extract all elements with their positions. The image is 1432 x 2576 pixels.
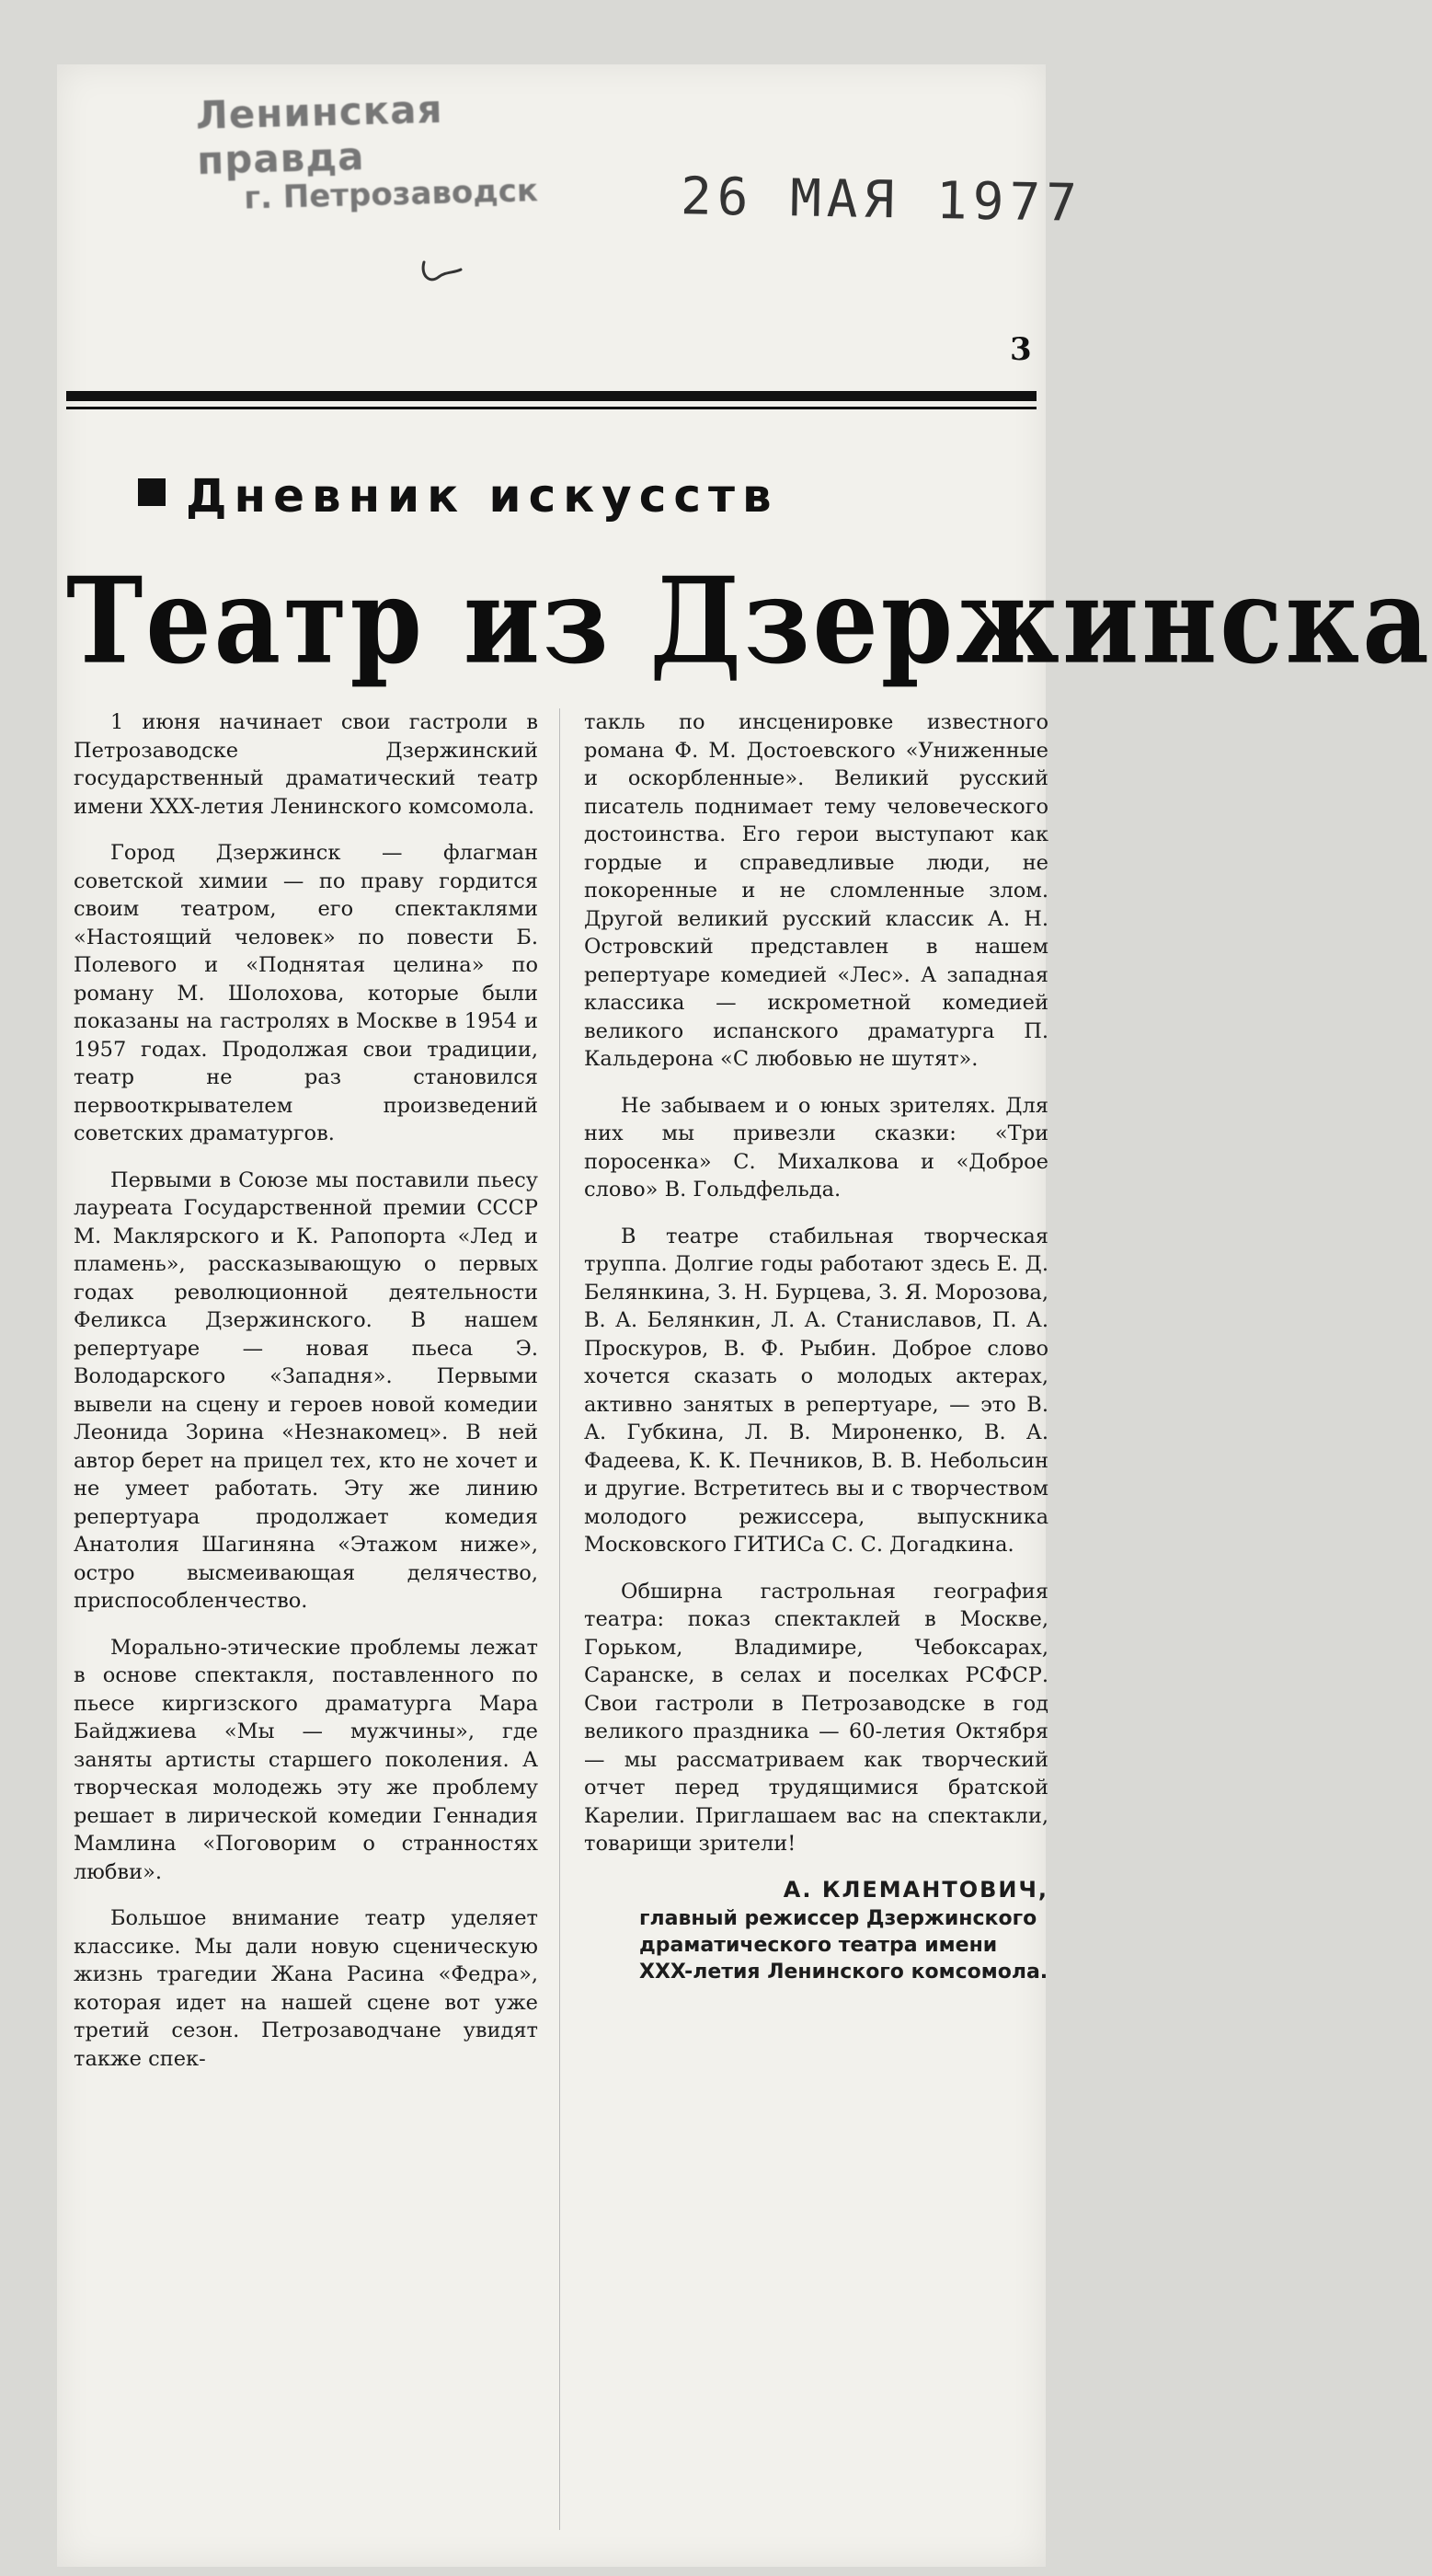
article-headline: Театр из Дзержинска: [66, 552, 1432, 691]
article-column-left: [74, 708, 538, 2091]
header-rule-thin: [66, 407, 1037, 409]
stamped-date: 26 МАЯ 1977: [680, 167, 1083, 234]
author-role: главный режиссер Дзержинского драматического театра имени XXX-летия Ленинского комсомола.: [639, 1906, 1048, 1984]
paragraph: Город Дзержинск — флагман советской химии — по праву гордится своим театром, его спектаклями «Настоящий человек» по повести Б. Полевого и «Поднятая целина» по роману М. Шолохова, которые были показаны на гастролях в Москве в 1954 и 1957 годах. Продолжая свои традиции, театр не раз становился первооткрывателем произведений советских драматургов.: [74, 841, 538, 1145]
paragraph: Большое внимание театр уделяет классике. Мы дали новую сценическую жизнь трагедии Жана Расина «Федра», которая идет на нашей сцене вот уже третий сезон. Петрозаводчане увидят также спек-: [74, 1906, 538, 2071]
page-number: 3: [1010, 331, 1032, 368]
paragraph: Обширна гастрольная география театра: показ спектаклей в Москве, Горьком, Владимире, Чебоксарах, Саранске, в селах и поселках РСФСР. Свои гастроли в Петрозаводске в год великого праздника — 60-летия Октября — мы рассматриваем как творческий отчет перед трудящимися братской Карелии. Приглашаем вас на спектакли, товарищи зрители!: [584, 1579, 1048, 1856]
section-rubric: [138, 469, 779, 523]
paragraph: В театре стабильная творческая труппа. Долгие годы работают здесь Е. Д. Белянкина, З. Н. Бурцева, З. Я. Морозова, В. А. Белянкин, Л. А. Станиславов, П. А. Проскуров, В. Ф. Рыбин. Доброе слово хочется сказать о молодых актерах, активно занятых в репертуаре, — это В. А. Губкина, Л. В. Мироненко, В. А. Фадеева, К. К. Печников, В. В. Небольсин и другие. Встретитесь вы и с творчеством молодого режиссера, выпускника Московского ГИТИСа С. С. Догадкина.: [584, 1224, 1048, 1557]
paragraph: Морально-этические проблемы лежат в основе спектакля, поставленного по пьесе киргизского драматурга Мара Байджиева «Мы — мужчины», где заняты артисты старшего поколения. А творческая молодежь эту же проблему решает в лирической комедии Геннадия Мамлина «Поговорим о странностях любви».: [74, 1635, 538, 1884]
paragraph: Не забываем и о юных зрителях. Для них мы привезли сказки: «Три поросенка» С. Михалкова и «Доброе слово» В. Гольдфельда.: [584, 1093, 1048, 1202]
stamp-city: г. Петрозаводск: [243, 172, 539, 217]
handwritten-tick-mark: [418, 253, 464, 290]
article-column-right: [584, 708, 1048, 1985]
author-signature: [584, 1877, 1048, 1985]
author-name: А. КЛЕМАНТОВИЧ,: [783, 1876, 1048, 1903]
paragraph: такль по инсценировке известного романа Ф. М. Достоевского «Униженные и оскорбленные». Великий русский писатель поднимает тему человеческого достоинства. Его герои выступают как гордые и справедливые люди, не покоренные и не сломленные злом. Другой великий русский классик А. Н. Островский представлен в нашем репертуаре комедией «Лес». А западная классика — искрометной комедией великого испанского драматурга П. Кальдерона «С любовью не шутят».: [584, 710, 1048, 1071]
column-divider: [559, 708, 560, 2530]
header-rule: [66, 391, 1037, 401]
rubric-label: Дневник искусств: [186, 469, 779, 523]
paragraph: Первыми в Союзе мы поставили пьесу лауреата Государственной премии СССР М. Маклярского и К. Рапопорта «Лед и пламень», рассказывающую о первых годах революционной деятельности Феликса Дзержинского. В нашем репертуаре — новая пьеса Э. Володарского «Западня». Первыми вывели на сцену и героев новой комедии Леонида Зорина «Незнакомец». В ней автор берет на прицел тех, кто не хочет и не умеет работать. Эту же линию репертуара продолжает комедия Анатолия Шагиняна «Этажом ниже», остро высмеивающая делячество, приспособленчество.: [74, 1167, 538, 1613]
rubric-bullet: [138, 478, 166, 506]
stamp-newspaper-name: Ленинская правда: [195, 86, 444, 183]
paragraph: 1 июня начинает свои гастроли в Петрозаводске Дзержинский государственный драматический театр имени XXX-летия Ленинского комсомола.: [74, 710, 538, 819]
library-stamp: [195, 82, 612, 218]
